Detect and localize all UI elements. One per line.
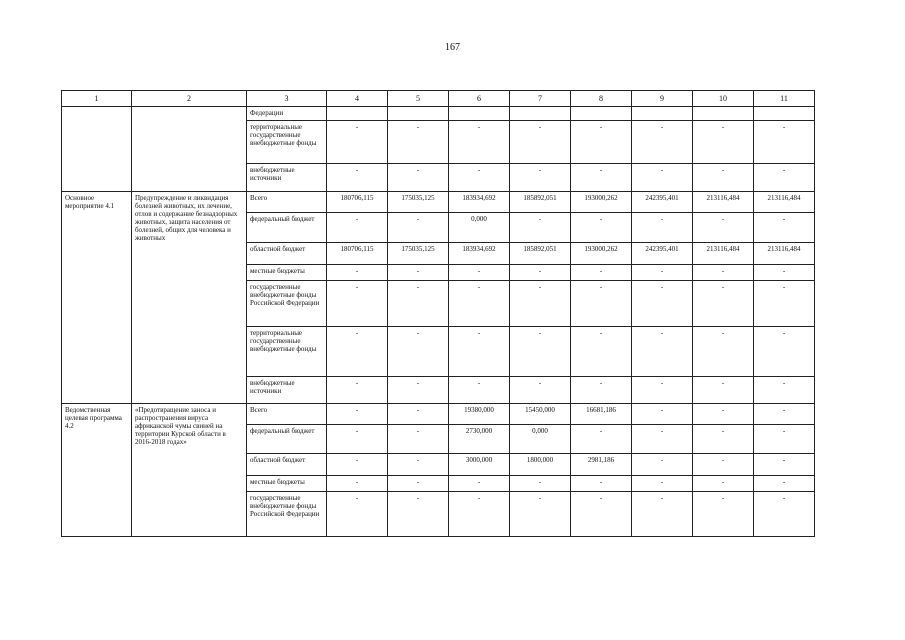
- value-cell: -: [327, 377, 388, 404]
- value-cell: 213116,484: [693, 192, 754, 213]
- value-cell: -: [510, 377, 571, 404]
- value-cell: -: [327, 164, 388, 192]
- value-cell: -: [632, 377, 693, 404]
- funding-source-cell: Федерации: [247, 107, 327, 121]
- value-cell: 0,000: [510, 425, 571, 454]
- value-cell: -: [693, 213, 754, 243]
- value-cell: -: [754, 121, 815, 164]
- funding-source-cell: территориальные государственные внебюджетные фонды: [247, 121, 327, 164]
- value-cell: 242395,401: [632, 192, 693, 213]
- value-cell: 185892,051: [510, 192, 571, 213]
- value-cell: -: [510, 281, 571, 327]
- program-code-cell: [62, 107, 132, 192]
- funding-source-cell: Всего: [247, 192, 327, 213]
- value-cell: -: [571, 327, 632, 377]
- column-header-8: 8: [571, 91, 632, 107]
- value-cell: -: [693, 327, 754, 377]
- program-title-cell: Предупреждение и ликвидация болезней животных, их лечение, отлов и содержание безнадзорных животных, защита населения от болезней, общих для человека и животных: [132, 192, 247, 404]
- value-cell: -: [327, 281, 388, 327]
- value-cell: -: [693, 281, 754, 327]
- column-header-5: 5: [388, 91, 449, 107]
- funding-source-cell: государственные внебюджетные фонды Российской Федерации: [247, 281, 327, 327]
- value-cell: -: [632, 476, 693, 492]
- value-cell: 1800,000: [510, 454, 571, 476]
- value-cell: 213116,484: [754, 192, 815, 213]
- funding-source-cell: местные бюджеты: [247, 476, 327, 492]
- value-cell: -: [327, 454, 388, 476]
- table-body: [62, 107, 815, 537]
- funding-source-cell: государственные внебюджетные фонды Российской Федерации: [247, 492, 327, 537]
- value-cell: -: [388, 454, 449, 476]
- value-cell: 193000,262: [571, 192, 632, 213]
- value-cell: -: [571, 492, 632, 537]
- funding-source-cell: внебюджетные источники: [247, 164, 327, 192]
- value-cell: -: [327, 327, 388, 377]
- value-cell: 175035,125: [388, 243, 449, 265]
- value-cell: -: [388, 265, 449, 281]
- value-cell: -: [510, 476, 571, 492]
- program-code-cell: Основное мероприятие 4.1: [62, 192, 132, 404]
- value-cell: 15450,000: [510, 404, 571, 425]
- value-cell: 175035,125: [388, 192, 449, 213]
- column-header-7: 7: [510, 91, 571, 107]
- value-cell: -: [632, 164, 693, 192]
- value-cell: 213116,484: [754, 243, 815, 265]
- funding-source-cell: Всего: [247, 404, 327, 425]
- value-cell: 193000,262: [571, 243, 632, 265]
- value-cell: [388, 107, 449, 121]
- value-cell: -: [449, 121, 510, 164]
- value-cell: -: [571, 377, 632, 404]
- value-cell: -: [327, 404, 388, 425]
- value-cell: -: [693, 121, 754, 164]
- value-cell: -: [754, 492, 815, 537]
- value-cell: -: [632, 327, 693, 377]
- value-cell: -: [327, 425, 388, 454]
- funding-source-cell: местные бюджеты: [247, 265, 327, 281]
- value-cell: -: [754, 213, 815, 243]
- funding-source-cell: внебюджетные источники: [247, 377, 327, 404]
- value-cell: 213116,484: [693, 243, 754, 265]
- program-title-cell: «Предотвращение заноса и распространения вируса африканской чумы свиней на территории Курской области в 2016-2018 годах»: [132, 404, 247, 537]
- value-cell: -: [388, 476, 449, 492]
- value-cell: -: [571, 281, 632, 327]
- value-cell: 180706,115: [327, 192, 388, 213]
- value-cell: 183934,692: [449, 243, 510, 265]
- funding-source-cell: областной бюджет: [247, 243, 327, 265]
- column-header-6: 6: [449, 91, 510, 107]
- value-cell: -: [571, 213, 632, 243]
- value-cell: [327, 107, 388, 121]
- value-cell: -: [571, 265, 632, 281]
- value-cell: -: [693, 377, 754, 404]
- column-header-10: 10: [693, 91, 754, 107]
- value-cell: -: [388, 164, 449, 192]
- value-cell: -: [754, 377, 815, 404]
- value-cell: -: [510, 327, 571, 377]
- value-cell: -: [449, 377, 510, 404]
- value-cell: -: [571, 425, 632, 454]
- value-cell: -: [632, 404, 693, 425]
- value-cell: -: [754, 454, 815, 476]
- value-cell: -: [327, 492, 388, 537]
- value-cell: -: [754, 265, 815, 281]
- value-cell: -: [510, 265, 571, 281]
- value-cell: 3000,000: [449, 454, 510, 476]
- funding-source-cell: областной бюджет: [247, 454, 327, 476]
- value-cell: -: [388, 492, 449, 537]
- value-cell: [571, 107, 632, 121]
- value-cell: -: [388, 425, 449, 454]
- value-cell: -: [754, 281, 815, 327]
- value-cell: -: [510, 213, 571, 243]
- value-cell: 183934,692: [449, 192, 510, 213]
- budget-table: [61, 90, 815, 537]
- value-cell: -: [327, 121, 388, 164]
- value-cell: -: [693, 476, 754, 492]
- column-header-4: 4: [327, 91, 388, 107]
- page-number: 167: [445, 42, 460, 53]
- value-cell: -: [449, 476, 510, 492]
- column-header-1: 1: [62, 91, 132, 107]
- column-header-9: 9: [632, 91, 693, 107]
- table-header: [62, 91, 815, 107]
- column-header-11: 11: [754, 91, 815, 107]
- value-cell: [693, 107, 754, 121]
- value-cell: -: [754, 164, 815, 192]
- value-cell: -: [327, 213, 388, 243]
- value-cell: -: [632, 425, 693, 454]
- value-cell: -: [632, 213, 693, 243]
- funding-source-cell: федеральный бюджет: [247, 213, 327, 243]
- value-cell: -: [693, 265, 754, 281]
- program-title-cell: [132, 107, 247, 192]
- value-cell: -: [754, 425, 815, 454]
- funding-source-cell: территориальные государственные внебюджетные фонды: [247, 327, 327, 377]
- value-cell: -: [693, 164, 754, 192]
- value-cell: 16681,186: [571, 404, 632, 425]
- value-cell: -: [693, 454, 754, 476]
- value-cell: -: [388, 377, 449, 404]
- program-code-cell: Ведомственная целевая программа 4.2: [62, 404, 132, 537]
- value-cell: 185892,051: [510, 243, 571, 265]
- value-cell: -: [388, 281, 449, 327]
- value-cell: -: [571, 121, 632, 164]
- value-cell: -: [632, 281, 693, 327]
- value-cell: -: [510, 164, 571, 192]
- header-row: [62, 91, 815, 107]
- value-cell: -: [510, 121, 571, 164]
- value-cell: -: [632, 265, 693, 281]
- value-cell: -: [327, 476, 388, 492]
- value-cell: -: [510, 492, 571, 537]
- value-cell: -: [388, 121, 449, 164]
- value-cell: -: [388, 213, 449, 243]
- value-cell: -: [449, 492, 510, 537]
- value-cell: [449, 107, 510, 121]
- table-row: [62, 107, 815, 121]
- value-cell: [754, 107, 815, 121]
- column-header-3: 3: [247, 91, 327, 107]
- value-cell: 180706,115: [327, 243, 388, 265]
- value-cell: -: [632, 492, 693, 537]
- value-cell: -: [632, 121, 693, 164]
- value-cell: -: [571, 164, 632, 192]
- table-row: [62, 192, 815, 213]
- value-cell: -: [571, 476, 632, 492]
- value-cell: -: [449, 327, 510, 377]
- column-header-2: 2: [132, 91, 247, 107]
- value-cell: 2981,186: [571, 454, 632, 476]
- value-cell: -: [327, 265, 388, 281]
- value-cell: -: [693, 492, 754, 537]
- value-cell: -: [449, 164, 510, 192]
- table-row: [62, 404, 815, 425]
- value-cell: -: [754, 327, 815, 377]
- value-cell: -: [449, 265, 510, 281]
- value-cell: -: [754, 476, 815, 492]
- value-cell: -: [632, 454, 693, 476]
- value-cell: 2730,000: [449, 425, 510, 454]
- value-cell: -: [449, 281, 510, 327]
- value-cell: [632, 107, 693, 121]
- value-cell: [510, 107, 571, 121]
- value-cell: 0,000: [449, 213, 510, 243]
- value-cell: -: [693, 404, 754, 425]
- value-cell: -: [388, 404, 449, 425]
- value-cell: -: [693, 425, 754, 454]
- value-cell: -: [754, 404, 815, 425]
- value-cell: 19380,000: [449, 404, 510, 425]
- funding-source-cell: федеральный бюджет: [247, 425, 327, 454]
- value-cell: 242395,401: [632, 243, 693, 265]
- value-cell: -: [388, 327, 449, 377]
